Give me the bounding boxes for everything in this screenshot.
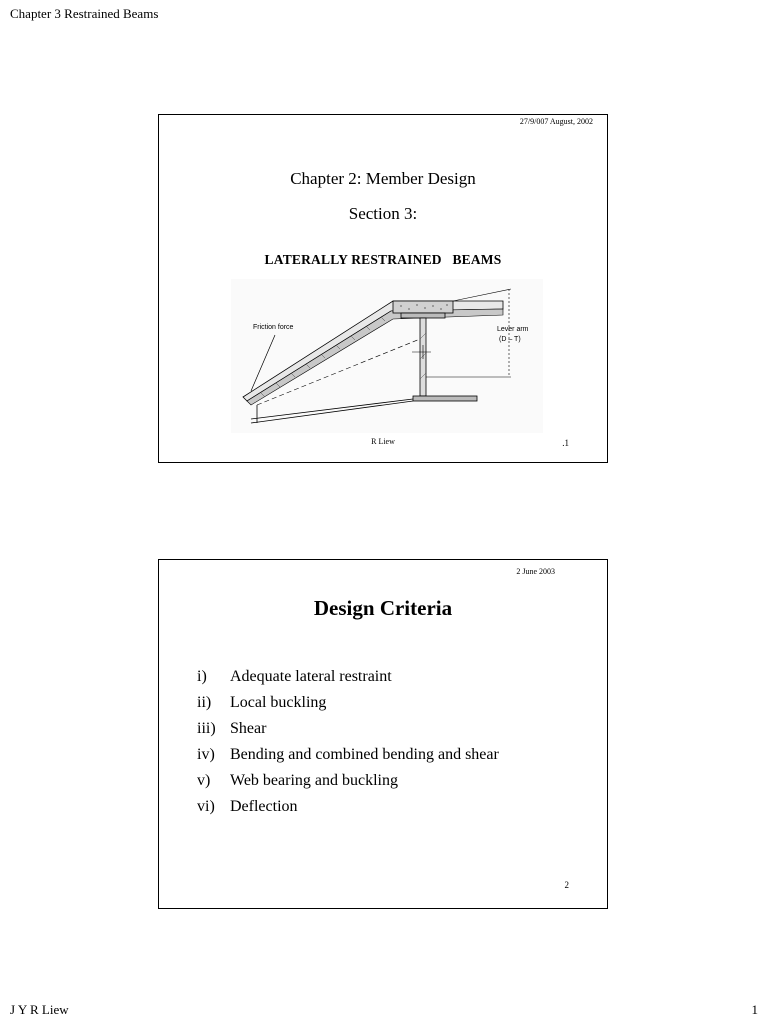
- design-criteria-list: [197, 668, 499, 824]
- list-item: [197, 720, 499, 746]
- slide-1-heading: LATERALLY RESTRAINED BEAMS: [264, 252, 502, 267]
- footer-author: J Y R Liew: [10, 1002, 69, 1017]
- slide-1-author: R Liew: [371, 437, 395, 446]
- criterion-text: Local buckling: [230, 694, 327, 711]
- slide-1-number: .1: [562, 438, 569, 448]
- criterion-text: Shear: [230, 720, 267, 737]
- slide-2-number: 2: [564, 880, 569, 890]
- slide-2: [158, 559, 608, 909]
- criterion-text: Bending and combined bending and shear: [230, 746, 499, 763]
- friction-force-label: Friction force: [253, 324, 294, 331]
- list-item: [197, 772, 499, 798]
- criterion-text: Web bearing and buckling: [230, 772, 398, 789]
- list-item: [197, 798, 499, 824]
- bottom-flange: [413, 396, 477, 401]
- list-item: [197, 694, 499, 720]
- criterion-number: vi): [197, 798, 215, 815]
- lever-arm-formula: (D – T): [499, 336, 521, 343]
- criterion-number: v): [197, 772, 211, 789]
- slide-1-section: Section 3:: [348, 204, 418, 223]
- slab-section: [393, 301, 453, 313]
- lever-arm-label: Lever arm: [497, 326, 529, 333]
- criterion-number: i): [197, 668, 207, 685]
- slide-1: [158, 114, 608, 463]
- list-item: [197, 746, 499, 772]
- slide-2-title: Design Criteria: [313, 596, 453, 620]
- criterion-number: ii): [197, 694, 212, 711]
- page-header-title: Chapter 3 Restrained Beams: [10, 6, 159, 21]
- top-flange: [401, 313, 445, 318]
- criterion-text: Adequate lateral restraint: [230, 668, 392, 685]
- criterion-number: iv): [197, 746, 215, 763]
- slide-1-date: 27/9/007 August, 2002: [519, 117, 593, 126]
- restrained-beam-figure: [231, 279, 543, 433]
- footer-page-number: 1: [751, 1002, 758, 1017]
- list-item: [197, 668, 499, 694]
- slide-2-date: 2 June 2003: [516, 567, 555, 576]
- criterion-text: Deflection: [230, 798, 298, 815]
- criterion-number: iii): [197, 720, 216, 737]
- slide-1-title: Chapter 2: Member Design: [290, 169, 476, 188]
